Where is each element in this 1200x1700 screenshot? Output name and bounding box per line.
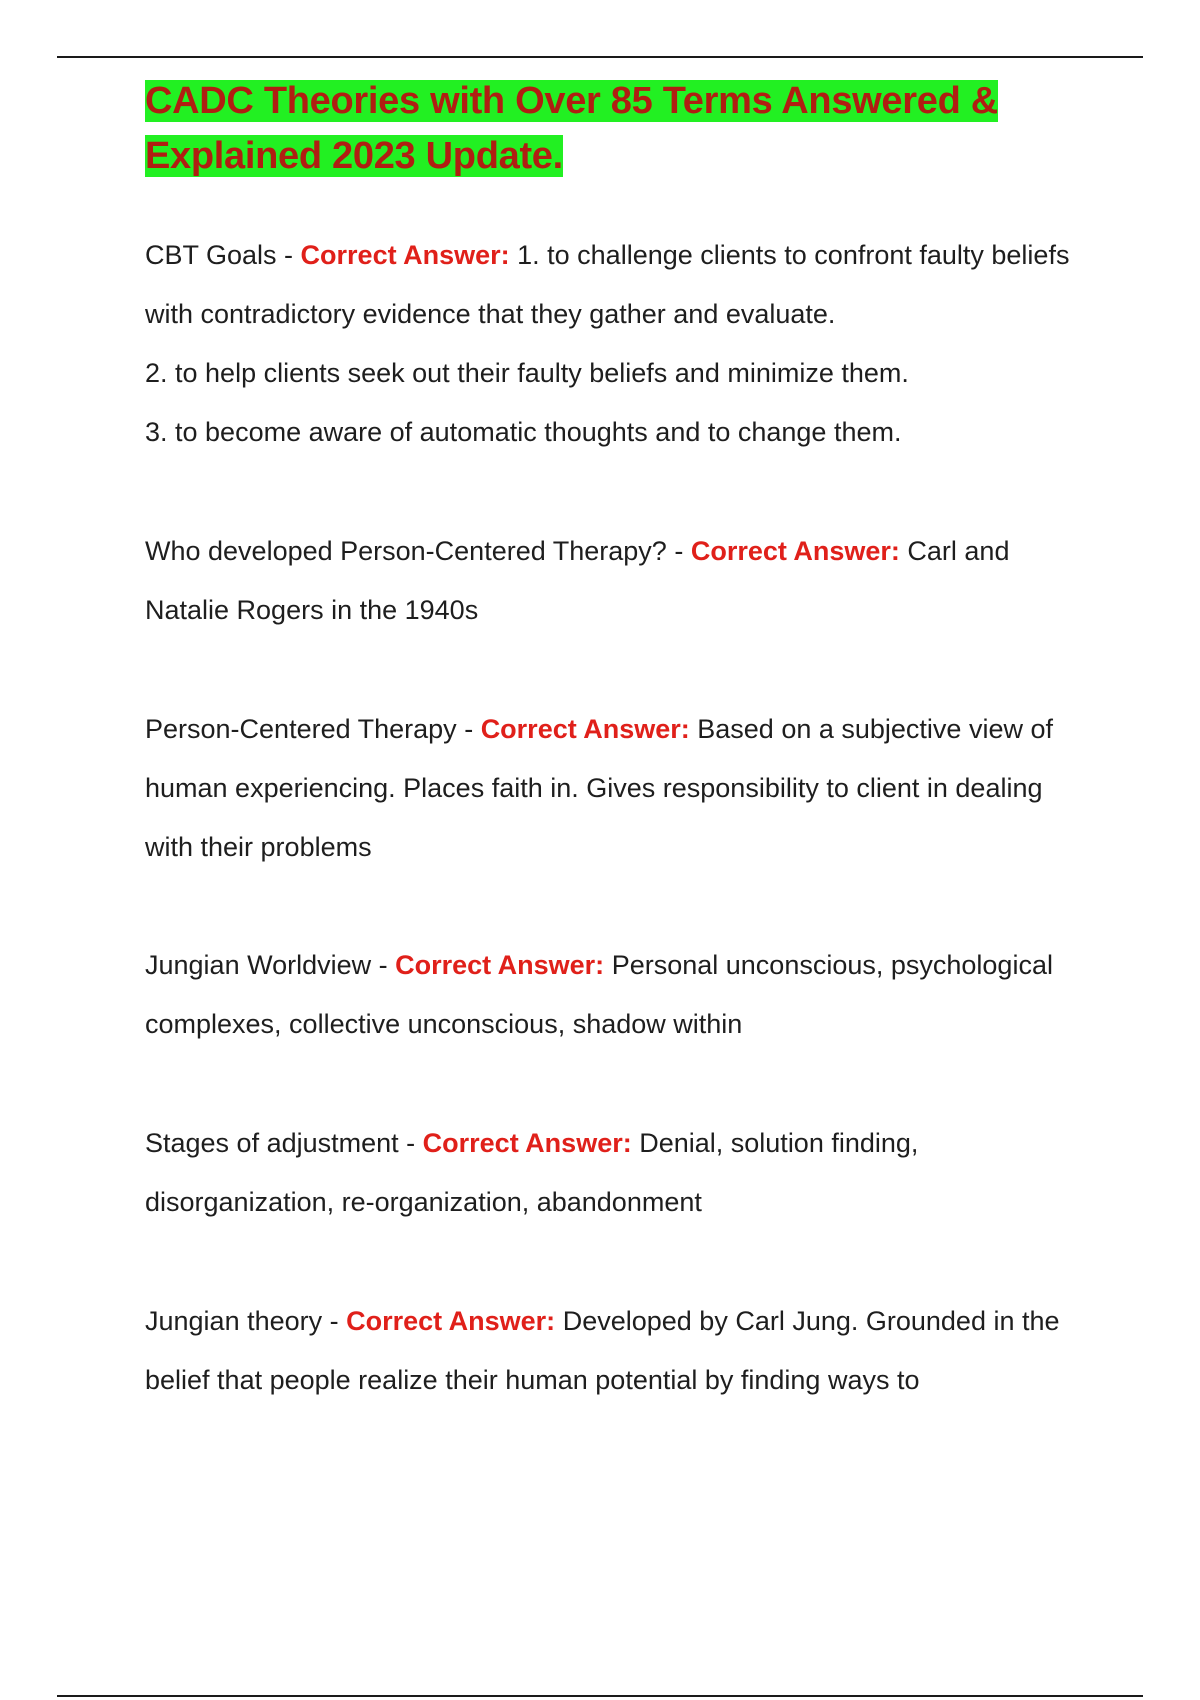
- qa-entry: [145, 226, 1075, 462]
- qa-entry: [145, 1292, 1075, 1410]
- correct-answer-label: Correct Answer:: [422, 1128, 632, 1158]
- entry-answer-line: 3. to become aware of automatic thoughts and to change them.: [145, 417, 902, 447]
- entry-answer-line: 2. to help clients seek out their faulty beliefs and minimize them.: [145, 358, 909, 388]
- entry-answer: 1. to challenge clients to confront faulty beliefs with contradictory evidence that they gather and evaluate.: [145, 240, 1070, 329]
- entry-separator: -: [398, 1128, 423, 1158]
- entry-separator: -: [276, 240, 301, 270]
- entry-separator: -: [666, 536, 691, 566]
- qa-entry: [145, 700, 1075, 877]
- qa-entry: [145, 1114, 1075, 1232]
- entry-answer: Developed by Carl Jung. Grounded in the belief that people realize their human potential by finding ways to: [145, 1306, 1060, 1395]
- correct-answer-label: Correct Answer:: [395, 950, 605, 980]
- entry-term: CBT Goals: [145, 240, 277, 270]
- entry-term: Person-Centered Therapy: [145, 714, 457, 744]
- document-header: [145, 74, 1045, 184]
- entry-answer: Carl and Natalie Rogers in the 1940s: [145, 536, 1010, 625]
- entry-answer: Based on a subjective view of human experiencing. Places faith in. Gives responsibility to client in dealing with their problems: [145, 714, 1053, 862]
- qa-entry: [145, 522, 1075, 640]
- correct-answer-label: Correct Answer:: [300, 240, 510, 270]
- correct-answer-label: Correct Answer:: [480, 714, 690, 744]
- qa-list: [145, 226, 1075, 1410]
- entry-term: Who developed Person-Centered Therapy?: [145, 536, 667, 566]
- entry-term: Jungian theory: [145, 1306, 323, 1336]
- bottom-rule: [57, 1695, 1143, 1697]
- correct-answer-label: Correct Answer:: [346, 1306, 556, 1336]
- entry-answer: Denial, solution finding, disorganization, re-organization, abandonment: [145, 1128, 919, 1217]
- entry-separator: -: [371, 950, 396, 980]
- top-rule: [57, 56, 1143, 58]
- qa-entry: [145, 936, 1075, 1054]
- entry-separator: -: [456, 714, 481, 744]
- entry-term: Stages of adjustment: [145, 1128, 399, 1158]
- correct-answer-label: Correct Answer:: [690, 536, 900, 566]
- document-title: CADC Theories with Over 85 Terms Answered & Explained 2023 Update.: [145, 80, 998, 177]
- entry-separator: -: [322, 1306, 347, 1336]
- entry-term: Jungian Worldview: [145, 950, 372, 980]
- entry-answer: Personal unconscious, psychological complexes, collective unconscious, shadow within: [145, 950, 1053, 1039]
